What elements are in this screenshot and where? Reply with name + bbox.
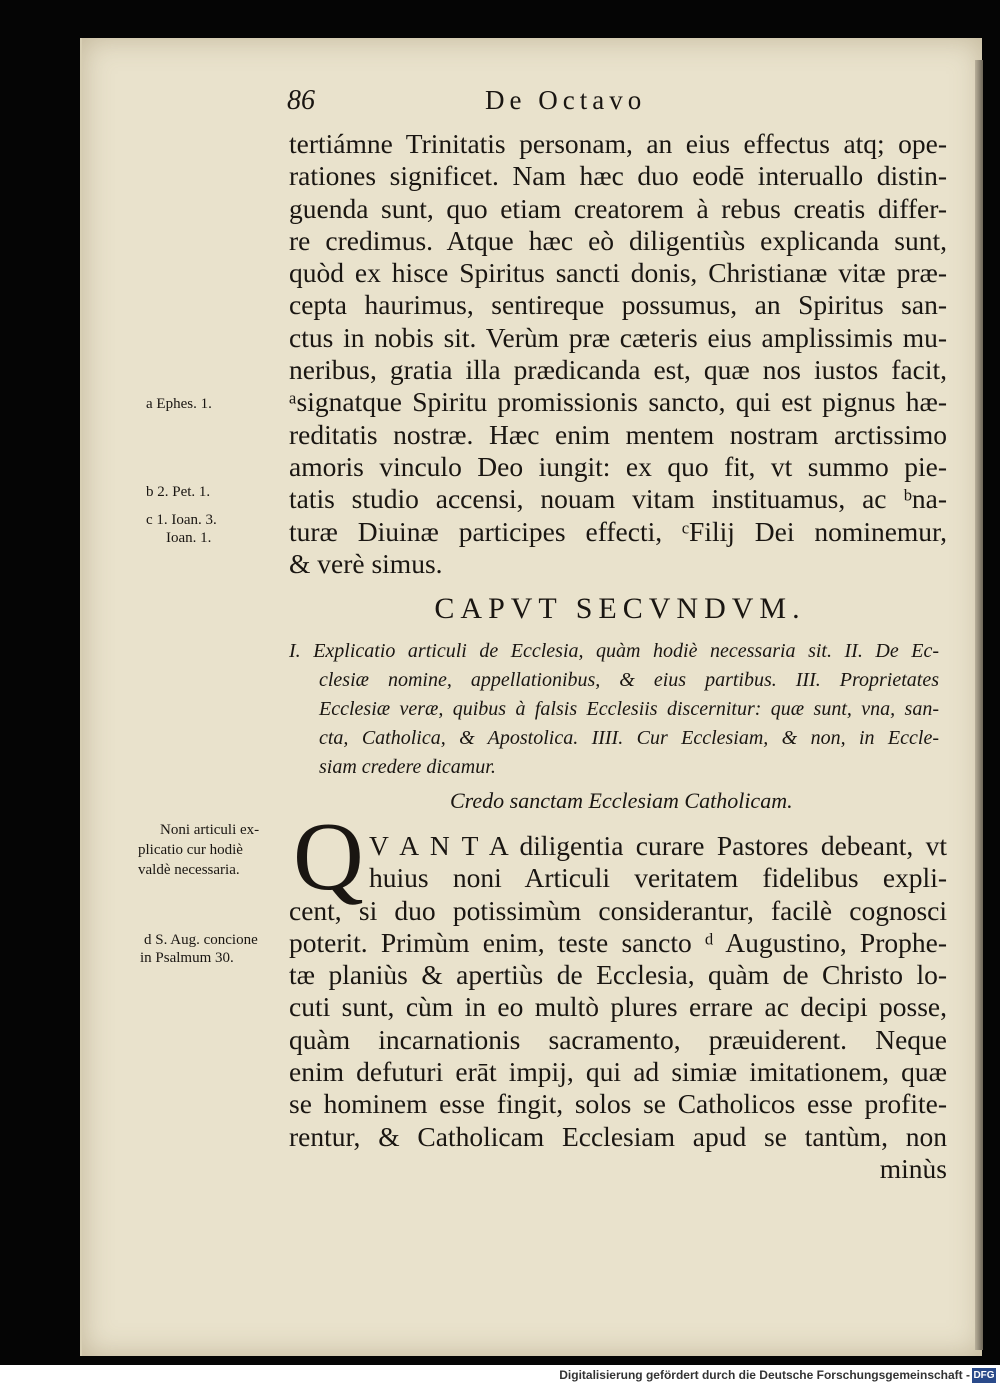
text-line: neribus, gratia illa prædicanda est, quæ nos iustos facit, [289, 354, 947, 386]
text-line: & verè simus. [289, 547, 443, 579]
margin-note-noni: plicatio cur hodiè [138, 842, 243, 858]
margin-note-b: b 2. Pet. 1. [146, 484, 211, 500]
body-text-top [289, 128, 947, 580]
funding-credit: Digitalisierung gefördert durch die Deutsche Forschungsgemeinschaft - [559, 1368, 970, 1382]
margin-note-c: c 1. Ioan. 3. [146, 512, 217, 528]
text-line: tatis studio accensi, nouam vitam instituamus, ac ᵇna- [289, 483, 947, 515]
text-line: tæ planiùs & apertiùs de Ecclesia, quàm de Christo lo- [289, 959, 947, 991]
text-line: turæ Diuinæ participes effecti, ᶜFilij Dei nominemur, [289, 515, 947, 547]
text-line: huius noni Articuli veritatem fidelibus expli- [369, 862, 947, 894]
text-line: rentur, & Catholicam Ecclesiam apud se tantùm, non [289, 1120, 947, 1152]
summary-line: Ecclesiæ veræ, quibus à falsis Ecclesiis discernitur: quæ sunt, vna, san- [319, 698, 939, 720]
text-line: guenda sunt, quo etiam creatorem à rebus creatis differ- [289, 192, 947, 224]
summary-line: clesiæ nomine, appellationibus, & eius partibus. III. Proprietates [319, 669, 939, 691]
chapter-title: CAPVT SECVNDVM. [434, 592, 806, 625]
margin-note-noni: Noni articuli ex- [160, 822, 260, 838]
margin-note-noni: valdè necessaria. [138, 862, 240, 878]
creed-article: Credo sanctam Ecclesiam Catholicam. [450, 788, 793, 813]
summary-line: cta, Catholica, & Apostolica. IIII. Cur Ecclesiam, & non, in Eccle- [319, 727, 939, 749]
body-text-bottom [289, 830, 947, 1185]
text-line: re credimus. Atque hæc eò diligentiùs explicanda sunt, [289, 224, 947, 256]
margin-note-a: a Ephes. 1. [146, 396, 212, 412]
text-line: poterit. Primùm enim, teste sancto ᵈ Augustino, Prophe- [289, 926, 947, 958]
text-line: cent, si duo potissimùm considerantur, facilè cognosci [289, 894, 947, 926]
running-head: De Octavo [485, 85, 647, 115]
text-line: reditatis nostræ. Hæc enim mentem nostram arctissimo [289, 418, 947, 450]
margin-note-d: d S. Aug. concione [144, 932, 258, 948]
drop-cap: Q [293, 803, 364, 911]
margin-note-d-cont: in Psalmum 30. [140, 950, 234, 966]
text-line: ᵃsignatque Spiritu promissionis sancto, qui est pignus hæ- [289, 386, 947, 418]
text-line: quòd ex hisce Spiritus sancti donis, Christianæ vitæ præ- [289, 257, 947, 289]
text-line: V A N T A diligentia curare Pastores debeant, vt [369, 830, 947, 861]
text-line: cuti sunt, cùm in eo multò plures errare ac decipi posse, [289, 991, 947, 1023]
text-line: rationes significet. Nam hæc duo eodē interuallo distin- [289, 160, 947, 192]
text-line: quàm incarnationis sacramento, præuiderent. Neque [289, 1023, 947, 1055]
catchword: minùs [879, 1152, 947, 1184]
margin-note-c-cont: Ioan. 1. [166, 530, 212, 546]
text-line: se hominem esse fingit, solos se Catholicos esse profite- [289, 1088, 947, 1120]
page-edge [975, 60, 983, 1350]
chapter-summary [289, 637, 939, 782]
text-line: tertiámne Trinitatis personam, an eius effectus atq; ope- [289, 128, 947, 159]
footer-bar [0, 1365, 1000, 1387]
page-number: 86 [287, 85, 315, 116]
text-line: amoris vinculo Deo iungit: ex quo fit, vt summo pie- [289, 450, 947, 482]
dfg-logo-icon: DFG [973, 1370, 995, 1381]
summary-line: I. Explicatio articuli de Ecclesia, quàm hodiè necessaria sit. II. De Ec- [289, 640, 939, 662]
text-line: enim defuturi erāt impij, qui ad simiæ imitationem, quæ [289, 1056, 947, 1088]
text-line: cepta haurimus, sentireque possumus, an Spiritus san- [289, 289, 947, 321]
summary-line: siam credere dicamur. [319, 756, 496, 778]
page-header [287, 85, 947, 125]
text-line: ctus in nobis sit. Verùm præ cæteris eius amplissimis mu- [289, 321, 947, 353]
